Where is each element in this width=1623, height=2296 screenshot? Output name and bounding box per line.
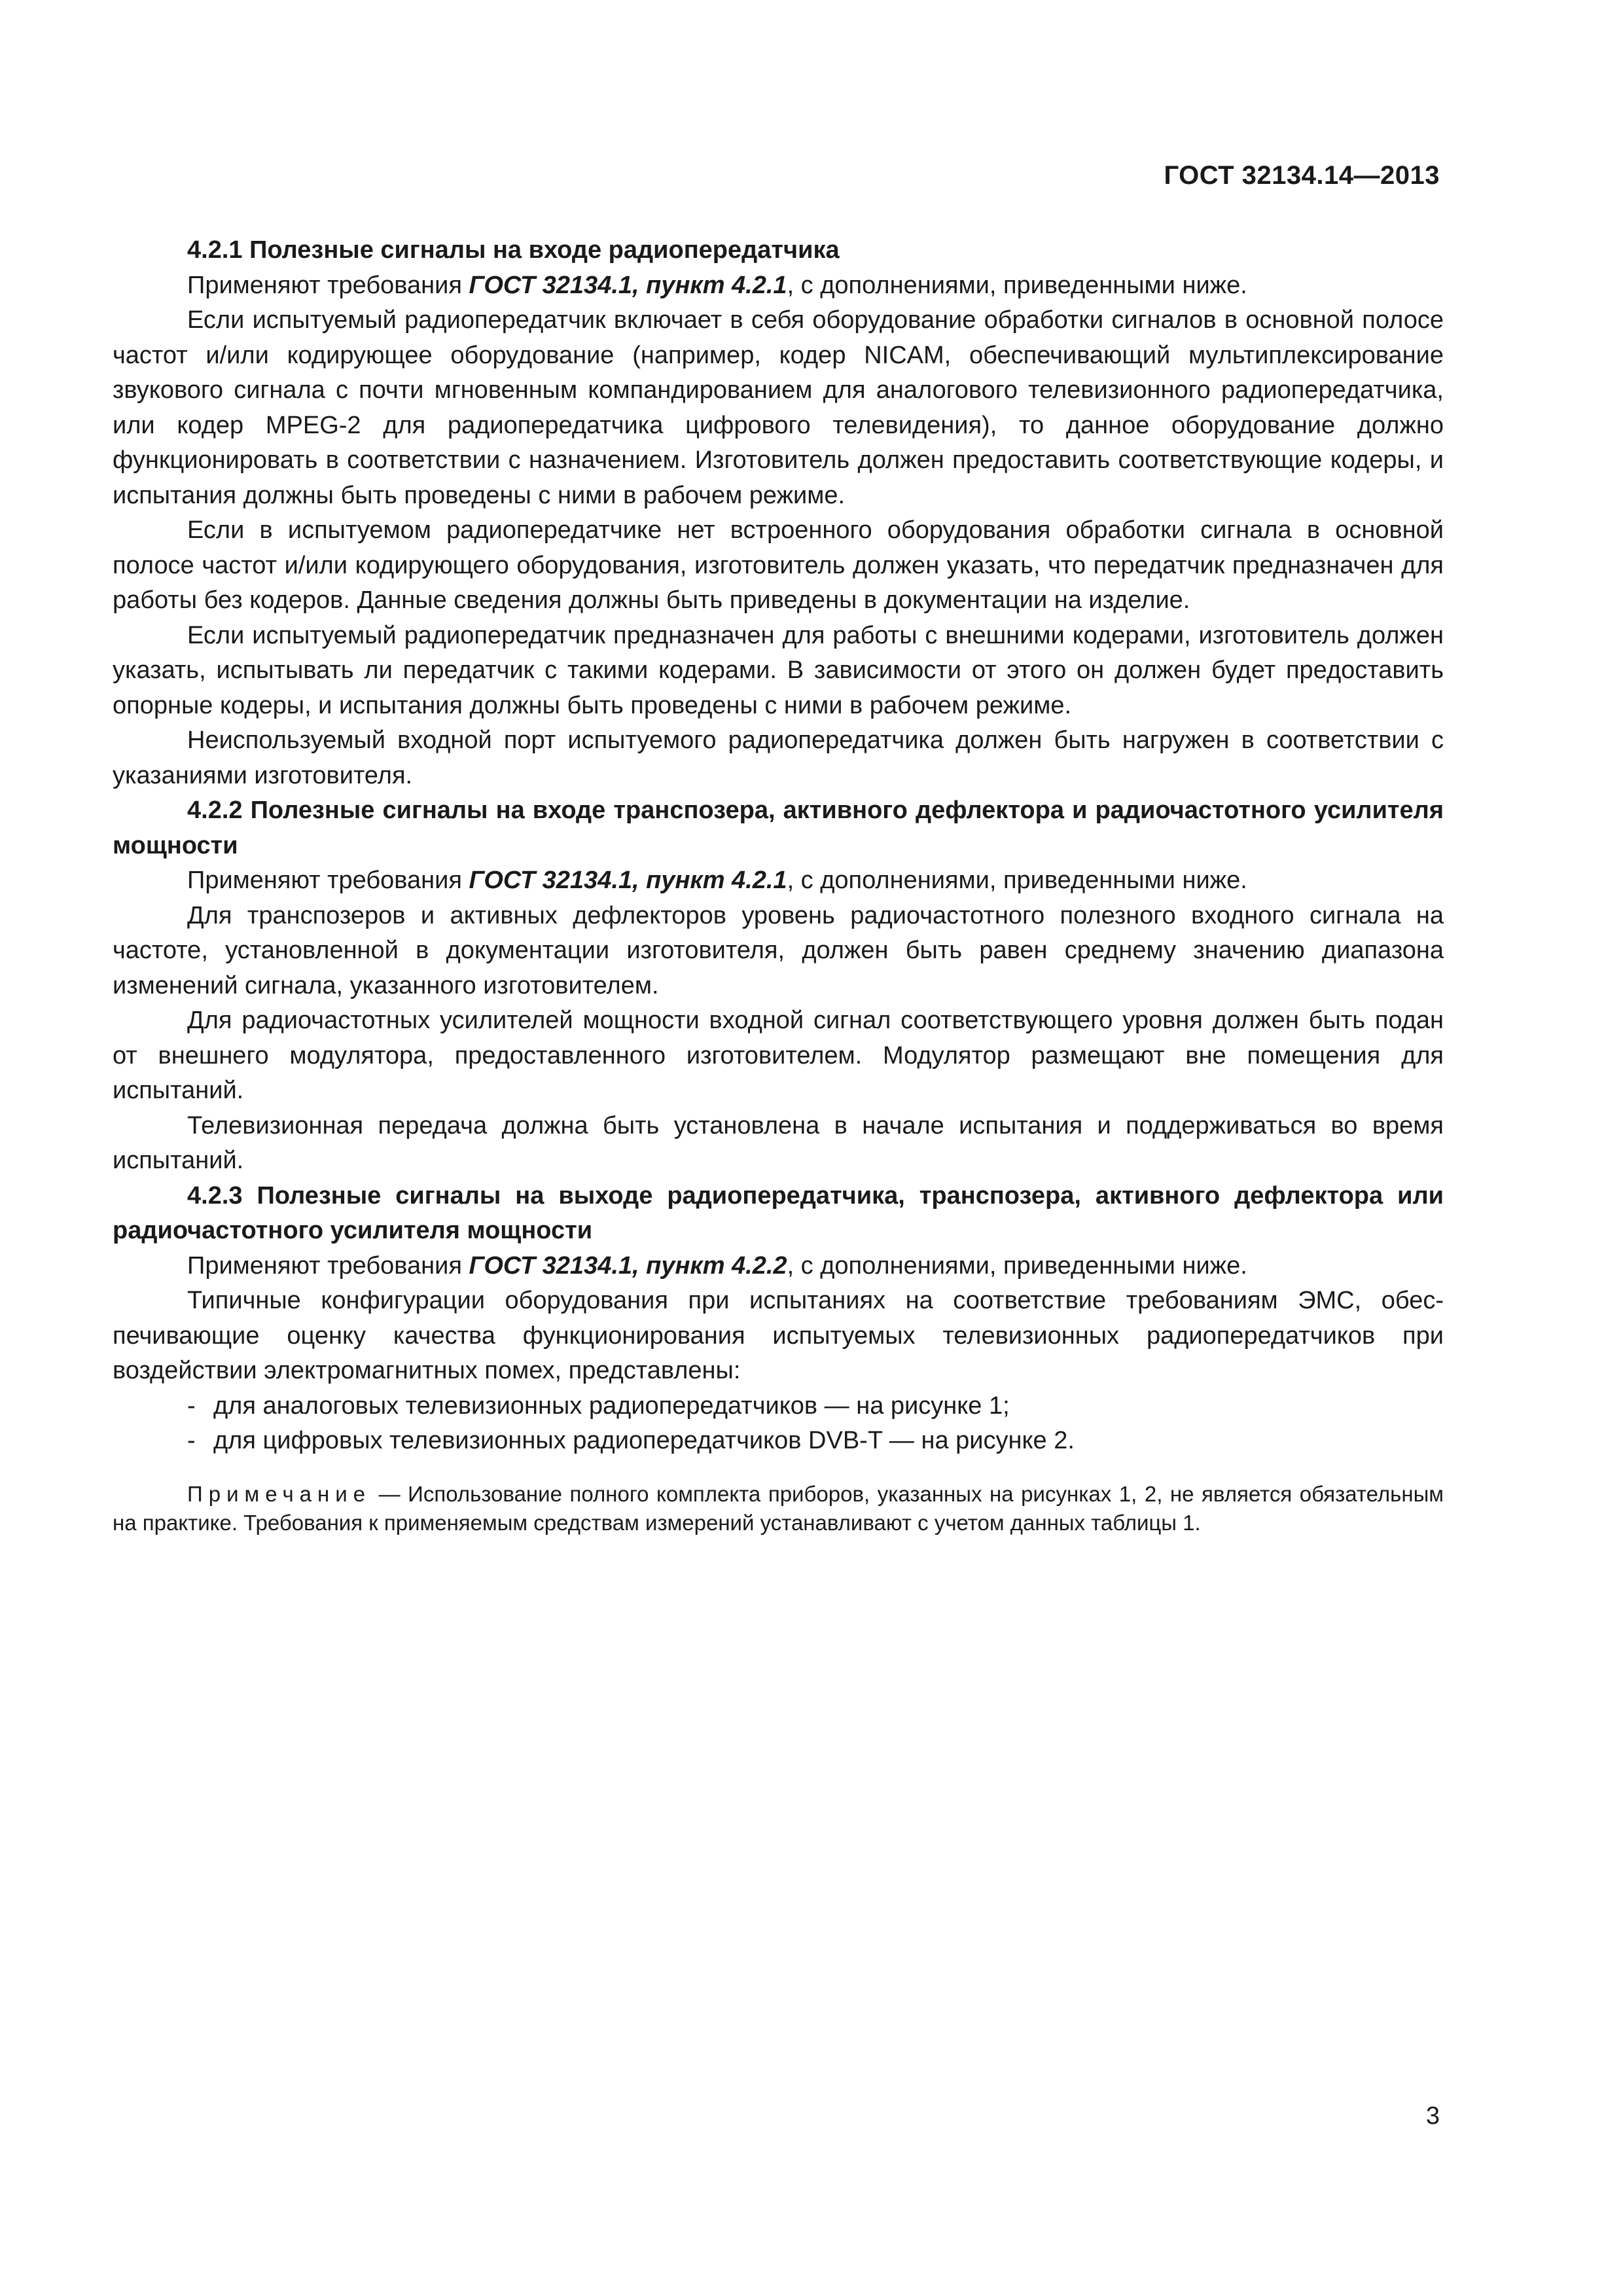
requirement-prefix: Применяют требования bbox=[187, 867, 469, 894]
requirement-suffix: , с дополнениями, приведенными ниже. bbox=[787, 1251, 1247, 1280]
list-item-text: для аналоговых телевизионных радиопередатчиков — на рисунке 1; bbox=[213, 1391, 1010, 1420]
document-body bbox=[113, 233, 1444, 1537]
section-heading-4-2-1: 4.2.1 Полезные сигналы на входе радиопередатчика bbox=[187, 236, 840, 264]
list-item bbox=[113, 1424, 1444, 1459]
paragraph: Для транспозеров и активных дефлекторов уровень радиочастотного полезного входного сигнала на частоте, установленной в документации изготовителя, должен быть равен среднему значению диапазона изменений сигнала, указанного изготовителем. bbox=[113, 901, 1444, 999]
standard-reference: ГОСТ 32134.1, пункт 4.2.2 bbox=[469, 1251, 787, 1280]
paragraph: Телевизионная передача должна быть установлена в начале испытания и поддерживаться во время испытаний. bbox=[113, 1111, 1444, 1174]
note bbox=[113, 1480, 1444, 1537]
paragraph: Если испытуемый радиопередатчик включает в себя оборудование обработки сигналов в основной полосе частот и/или кодирующее оборудование (например, кодер NICAM, обеспечивающий мультиплексирование звукового сигнала с почти мгновенным компандированием для аналогового телевизионного радиопередатчика, или кодер MPEG-2 для радиопередатчика цифрового телевидения), то данное оборудование должно функционировать в соответствии с назначением. Изготовитель должен предоставить соответствующие кодеры, и испытания должны быть проведены с ними в рабочем режиме. bbox=[113, 306, 1444, 509]
standard-reference: ГОСТ 32134.1, пункт 4.2.1 bbox=[469, 867, 787, 894]
requirement-reference bbox=[113, 1249, 1444, 1284]
section-heading-4-2-2: 4.2.2 Полезные сигналы на входе транспозера, активного дефлектора и радиочастотного усилителя мощности bbox=[113, 797, 1444, 859]
list-item bbox=[113, 1389, 1444, 1424]
requirement-suffix: , с дополнениями, приведенными ниже. bbox=[787, 867, 1247, 894]
paragraph: Если в испытуемом радиопередатчике нет встроенного оборудования обработки сигнала в основной полосе частот и/или кодирующего оборудования, изготовитель должен указать, что передатчик предназначен для работы без кодеров. Данные сведения должны быть приведены в документации на изделие. bbox=[113, 516, 1444, 614]
requirement-reference bbox=[113, 863, 1444, 899]
standard-reference: ГОСТ 32134.1, пункт 4.2.1 bbox=[469, 271, 787, 299]
note-text: — Использование полного комплекта приборов, указанных на рисунках 1, 2, не является обязательным на практике. Требования к применяемым средствам измерений устанавливают с учетом данных таблицы 1. bbox=[113, 1481, 1444, 1535]
list-dash: - bbox=[187, 1391, 196, 1420]
page-number: 3 bbox=[1425, 2102, 1440, 2130]
list-item-text: для цифровых телевизионных радиопередатчиков DVB-T — на рисунке 2. bbox=[213, 1427, 1075, 1454]
requirement-suffix: , с дополнениями, приведенными ниже. bbox=[787, 271, 1247, 299]
requirement-prefix: Применяют требования bbox=[187, 271, 469, 299]
document-code: ГОСТ 32134.14—2013 bbox=[1164, 161, 1440, 190]
paragraph: Неиспользуемый входной порт испытуемого радиопередатчика должен быть нагружен в соответствии с указаниями изготовителя. bbox=[113, 726, 1444, 789]
paragraph: Типичные конфигурации оборудования при испытаниях на соответствие требованиям ЭМС, обеспечивающие оценку качества функционирования испытуемых телевизионных радиопередатчиков при воздействии электромагнитных помех, представлены: bbox=[113, 1287, 1444, 1384]
paragraph: Для радиочастотных усилителей мощности входной сигнал соответствующего уровня должен быть подан от внешнего модулятора, предоставленного изготовителем. Модулятор размещают вне помещения для испытаний. bbox=[113, 1007, 1444, 1104]
note-label: Примечание bbox=[187, 1481, 372, 1506]
requirement-reference bbox=[113, 268, 1444, 304]
section-heading-4-2-3: 4.2.3 Полезные сигналы на выходе радиопередатчика, транспозера, активного дефлектора или радиочастотного усилителя мощности bbox=[113, 1181, 1444, 1244]
requirement-prefix: Применяют требования bbox=[187, 1251, 469, 1280]
paragraph: Если испытуемый радиопередатчик предназначен для работы с внешними кодерами, изготовитель должен указать, испытывать ли передатчик с такими кодерами. В зависимости от этого он должен будет предоставить опорные кодеры, и испытания должны быть проведены с ними в рабочем режиме. bbox=[113, 621, 1444, 719]
list-dash: - bbox=[187, 1427, 196, 1454]
